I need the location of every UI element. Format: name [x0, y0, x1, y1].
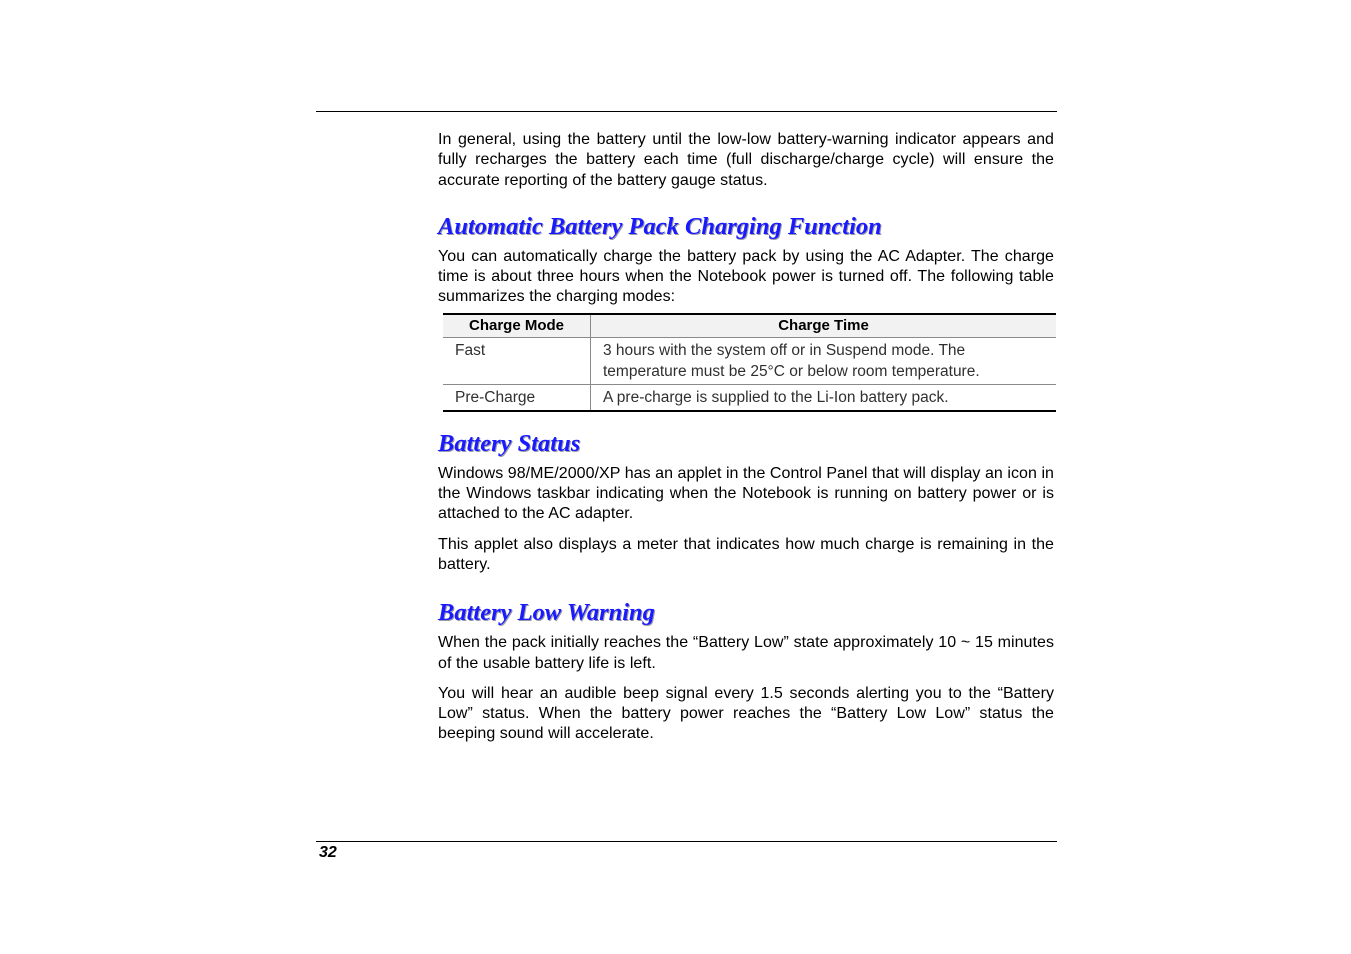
cell-time [591, 337, 1057, 384]
cell-time-line: temperature must be 25°C or below room temperature. [603, 362, 980, 380]
charge-modes-table [443, 313, 1056, 412]
table-row [443, 384, 1056, 411]
heading-auto-charging: Automatic Battery Pack Charging Function [438, 212, 882, 240]
auto-charging-paragraph: You can automatically charge the battery pack by using the AC Adapter. The charge time is about three hours when the Notebook power is turned off. The following table summarizes the charging modes: [438, 247, 1054, 306]
header-charge-time: Charge Time [778, 317, 869, 335]
header-rule [316, 111, 1057, 112]
cell-time: A pre-charge is supplied to the Li-Ion battery pack. [603, 388, 949, 406]
heading-battery-status: Battery Status [438, 429, 581, 457]
heading-battery-low-warning: Battery Low Warning [438, 599, 655, 627]
battery-status-paragraph-2: This applet also displays a meter that indicates how much charge is remaining in the battery. [438, 535, 1054, 573]
battery-low-paragraph-1: When the pack initially reaches the “Battery Low” state approximately 10 ~ 15 minutes of the usable battery life is left. [438, 634, 1054, 672]
page-number: 32 [319, 844, 337, 861]
table-row [443, 337, 1056, 384]
page-content [438, 130, 1054, 745]
footer-rule [316, 841, 1057, 842]
battery-status-paragraph-1: Windows 98/ME/2000/XP has an applet in the Control Panel that will display an icon in the Windows taskbar indicating when the Notebook is running on battery power or is attached to the AC adapter. [438, 464, 1054, 523]
cell-mode: Pre-Charge [443, 384, 591, 411]
table-header-row [443, 314, 1056, 338]
battery-low-paragraph-2: You will hear an audible beep signal every 1.5 seconds alerting you to the “Battery Low” status. When the battery power reaches the “Battery Low Low” status the beeping sound will accelerate. [438, 684, 1054, 743]
cell-mode: Fast [443, 337, 591, 384]
cell-time-line: 3 hours with the system off or in Suspend mode. The [603, 341, 966, 359]
intro-paragraph: In general, using the battery until the low-low battery-warning indicator appears and fully recharges the battery each time (full discharge/charge cycle) will ensure the accurate reporting of the battery gauge status. [438, 131, 1054, 189]
header-charge-mode: Charge Mode [443, 314, 591, 338]
